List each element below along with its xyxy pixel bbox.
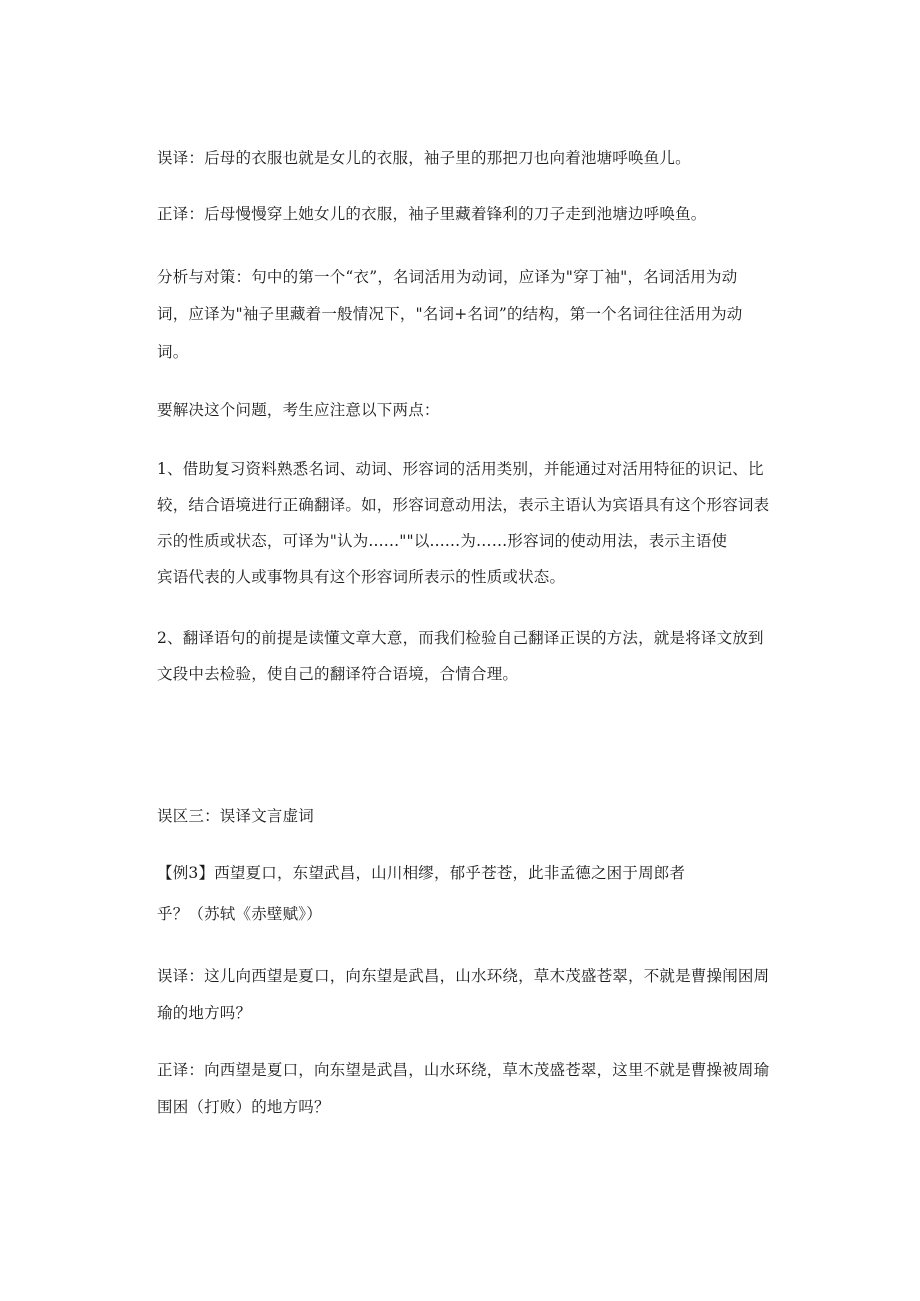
analysis-line-1: 分析与对策：句中的第一个“衣”，名词活用为动词，应译为"穿丁袖"，名词活用为动 — [157, 268, 738, 286]
analysis-line-3: 词。 — [157, 343, 189, 361]
point1-line-2: 较，结合语境进行正确翻译。如，形容词意动用法，表示主语认为宾语具有这个形容词表 — [157, 496, 770, 514]
wrong3-line-2: 瑜的地方吗？ — [157, 1004, 252, 1022]
wrong3-line-1: 误译：这儿向西望是夏口，向东望是武昌，山水环绕，草木茂盛苍翠，不就是曹操闱困周 — [157, 967, 770, 985]
point2-line-2: 文段中去检验，使自己的翻译符合语境，合情合理。 — [157, 665, 519, 683]
correct3-line-2: 围困（打败）的地方吗？ — [157, 1098, 330, 1116]
intro-text: 要解决这个问题，考生应注意以下两点： — [157, 401, 440, 419]
point2-line-1: 2、翻译语句的前提是读懂文章大意，而我们检验自己翻译正误的方法，就是将译文放到 — [157, 629, 764, 647]
example3-line-2: 乎？（苏轼《赤壁赋》） — [157, 905, 322, 923]
analysis-line-2: 词，应译为"袖子里藏着一般情况下，"名词+名词”的结构，第一个名词往往活用为动 — [157, 305, 743, 323]
example3-line-1: 【例3】西望夏口，东望武昌，山川相缪，郁乎苍苍，此非孟德之困于周郎者 — [157, 864, 686, 882]
section3-title: 误区三：误译文言虚词 — [157, 807, 315, 825]
point1-line-3: 示的性质或状态，可译为"认为......""以......为……形容词的使动用法，表示主语使 — [157, 532, 728, 550]
correct3-line-1: 正译：向西望是夏口，向东望是武昌，山水环绕，草木茂盛苍翠，这里不就是曹操被周瑜 — [157, 1061, 770, 1079]
wrong-translation-1: 误译：后母的衣服也就是女儿的衣服，袖子里的那把刀也向着池塘呼唤鱼儿。 — [157, 149, 691, 167]
correct-translation-1: 正译：后母慢慢穿上她女儿的衣服，袖子里藏着锋利的刀子走到池塘边呼唤鱼。 — [157, 205, 707, 223]
point1-line-1: 1、借助复习资料熟悉名词、动词、形容词的活用类别，并能通过对活用特征的识记、比 — [157, 460, 764, 478]
point1-line-4: 宾语代表的人或事物具有这个形容词所表示的性质或状态。 — [157, 568, 566, 586]
